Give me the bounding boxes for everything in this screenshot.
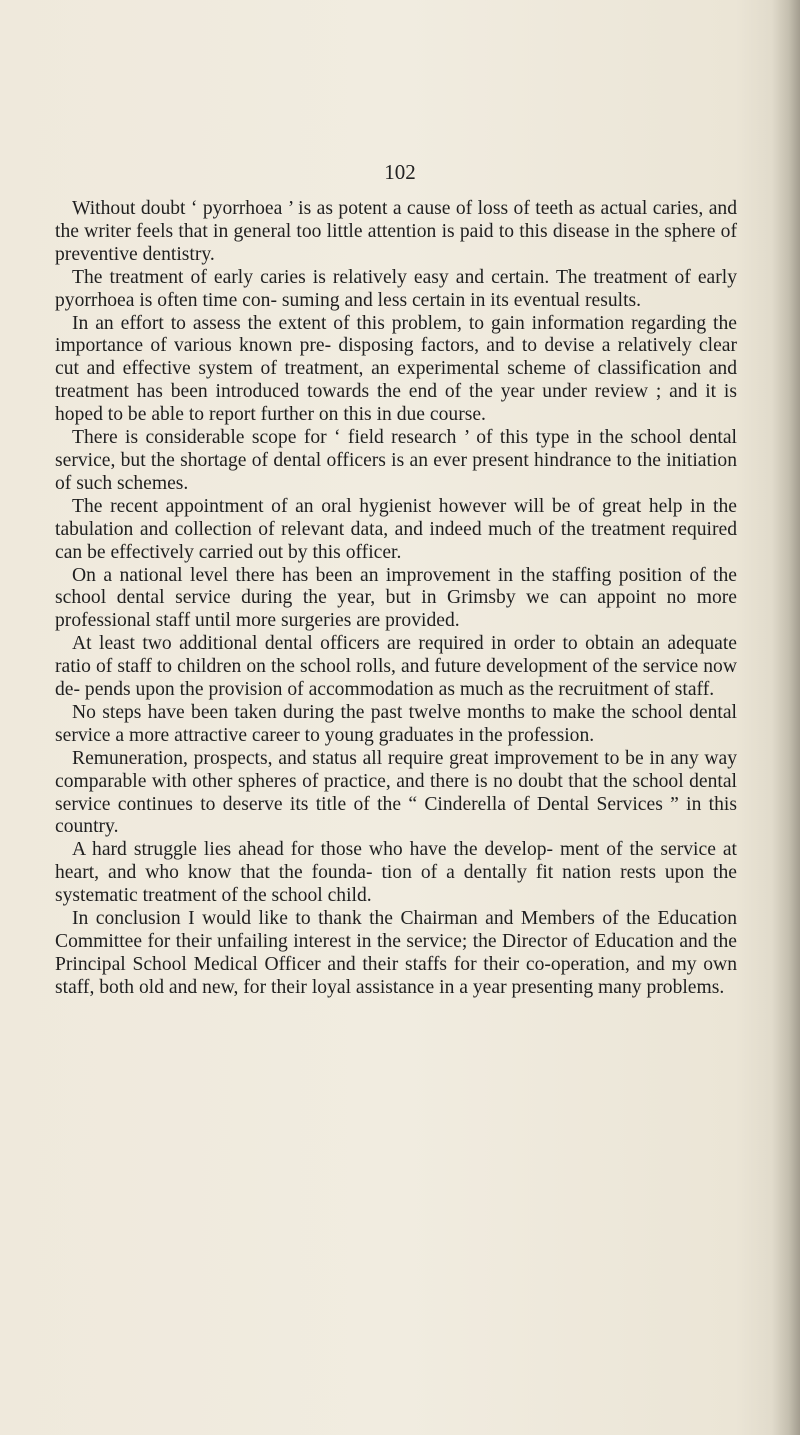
paragraph: The treatment of early caries is relatively easy and certain. The treatment of early pyorrhoea is often time con- suming and less certain in its eventual results.: [55, 266, 737, 311]
paragraph: No steps have been taken during the past twelve months to make the school dental service a more attractive career to young graduates in the profession.: [55, 701, 737, 746]
paragraph: Remuneration, prospects, and status all require great improvement to be in any way comparable with other spheres of practice, and there is no doubt that the school dental service continues to deserve its title of the “ Cinderella of Dental Services ” in this country.: [55, 747, 737, 838]
paragraph: Without doubt ‘ pyorrhoea ’ is as potent a cause of loss of teeth as actual caries, and the writer feels that in general too little attention is paid to this disease in the sphere of preventive dentistry.: [55, 198, 737, 265]
paragraph: There is considerable scope for ‘ field research ’ of this type in the school dental service, but the shortage of dental officers is an ever present hindrance to the initiation of such schemes.: [55, 427, 737, 494]
paragraph: The recent appointment of an oral hygienist however will be of great help in the tabulation and collection of relevant data, and indeed much of the treatment required can be effectively carried out by this officer.: [55, 495, 737, 563]
body-text: [55, 198, 737, 1000]
paragraph: At least two additional dental officers are required in order to obtain an adequate ratio of staff to children on the school rolls, and future development of the service now de- pends upon the provision of accommodation as much as the recruitment of staff.: [55, 633, 737, 701]
paragraph: On a national level there has been an improvement in the staffing position of the school dental service during the year, but in Grimsby we can appoint no more professional staff until more surgeries are provided.: [55, 564, 737, 632]
paragraph: A hard struggle lies ahead for those who have the develop- ment of the service at heart, and who know that the founda- tion of a dentally fit nation rests upon the systematic treatment of the school child.: [55, 839, 737, 907]
paragraph: In an effort to assess the extent of this problem, to gain information regarding the importance of various known pre- disposing factors, and to devise a relatively clear cut and effective system of treatment, an experimental scheme of classification and treatment has been introduced towards the end of the year under review ; and it is hoped to be able to report further on this in due course.: [55, 312, 737, 426]
page-edge-shadow: [772, 0, 800, 1435]
page-number: 102: [384, 160, 416, 184]
paragraph: In conclusion I would like to thank the Chairman and Members of the Education Committee for their unfailing interest in the service; the Director of Education and the Principal School Medical Officer and their staffs for their co-operation, and my own staff, both old and new, for their loyal assistance in a year presenting many problems.: [55, 908, 737, 998]
